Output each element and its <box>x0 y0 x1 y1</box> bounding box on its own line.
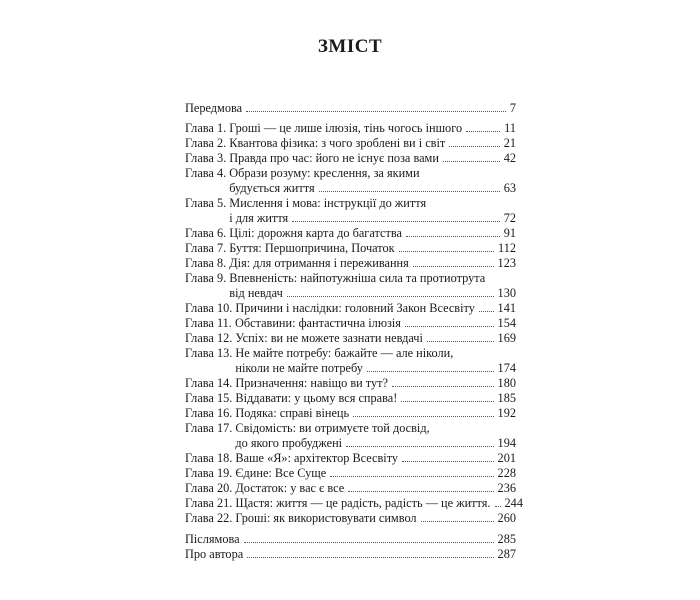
toc-page-number: 112 <box>498 241 516 255</box>
toc-entry <box>185 136 516 151</box>
toc-page-number: 228 <box>497 466 516 480</box>
toc-entry-title: Обставини: фантастична ілюзія <box>234 316 401 330</box>
toc-entry <box>185 121 516 136</box>
toc-page-number: 260 <box>497 511 516 525</box>
toc-entry-title: Гроші: як використовувати символ <box>235 511 417 525</box>
toc-page-number: 42 <box>503 151 516 165</box>
dot-leader <box>287 296 494 297</box>
toc-entry-title: до якого пробуджені <box>235 436 343 450</box>
toc-chapter-number: Глава 10. <box>185 301 233 315</box>
toc-entry <box>185 466 516 481</box>
toc-page-number: 141 <box>497 301 516 315</box>
toc-chapter-number: Глава 14. <box>185 376 233 390</box>
toc-entry-title: Єдине: Все Суще <box>235 466 327 480</box>
toc-chapter-number: Глава 8. <box>185 256 227 270</box>
toc-entry <box>185 301 516 316</box>
dot-leader <box>495 506 501 507</box>
dot-leader <box>427 341 494 342</box>
toc-chapter-number: Глава 12. <box>185 331 233 345</box>
toc-entry-title: Причини і наслідки: головний Закон Всесвіту <box>235 301 475 315</box>
toc-chapter-number: Глава 19. <box>185 466 233 480</box>
dot-leader <box>443 161 500 162</box>
toc-entry-title: Мислення і мова: інструкції до життя <box>229 196 427 210</box>
toc-chapter-number: Глава 22. <box>185 511 233 525</box>
toc-page-number: 287 <box>497 547 516 561</box>
dot-leader <box>346 446 493 447</box>
toc-chapter-number: Глава 21. <box>185 496 233 510</box>
toc-entry <box>185 451 516 466</box>
toc-page-number: 123 <box>497 256 516 270</box>
toc-entry-title: будується життя <box>229 181 315 195</box>
toc-entry <box>185 256 516 271</box>
toc-chapter-number: Глава 20. <box>185 481 233 495</box>
toc-chapter-number: Глава 16. <box>185 406 233 420</box>
toc-entry-title: Успіх: ви не можете зазнати невдачі <box>235 331 423 345</box>
dot-leader <box>292 221 500 222</box>
toc-page-number: 244 <box>504 496 523 510</box>
toc-entry-title: ніколи не майте потребу <box>235 361 363 375</box>
toc-chapter-number: Глава 7. <box>185 241 227 255</box>
dot-leader <box>399 251 494 252</box>
toc-entry <box>185 496 523 511</box>
toc-page-number: 192 <box>497 406 516 420</box>
toc-entry <box>185 346 516 376</box>
toc-page-number: 63 <box>503 181 516 195</box>
toc-chapter-number: Глава 3. <box>185 151 227 165</box>
toc-entry <box>185 421 516 451</box>
dot-leader <box>402 461 493 462</box>
dot-leader <box>330 476 493 477</box>
toc-page-number: 21 <box>503 136 516 150</box>
toc-entry-title: Щастя: життя — це радість, радість — це життя. <box>235 496 491 510</box>
toc-page-number: 7 <box>509 101 516 115</box>
toc-entry <box>185 271 516 301</box>
toc-entry <box>185 151 516 166</box>
toc-page-number: 11 <box>504 121 516 135</box>
dot-leader <box>367 371 494 372</box>
dot-leader <box>406 236 500 237</box>
toc-entry-title: Не майте потребу: бажайте — але ніколи, <box>235 346 454 360</box>
toc-entry-title: Ваше «Я»: архітектор Всесвіту <box>235 451 399 465</box>
toc-page-number: 174 <box>497 361 516 375</box>
toc-entry-title: Гроші — це лише ілюзія, тінь чогось іншого <box>229 121 463 135</box>
toc-entry <box>185 316 516 331</box>
dot-leader <box>246 111 506 112</box>
dot-leader <box>392 386 494 387</box>
toc-entry-title: Правда про час: його не існує поза вами <box>229 151 439 165</box>
toc-entry <box>185 196 516 226</box>
toc-entry-title: Про автора <box>185 547 244 561</box>
toc-entry <box>185 166 516 196</box>
toc-entry <box>185 532 516 547</box>
toc-entry <box>185 547 516 562</box>
dot-leader <box>413 266 494 267</box>
toc-page-number: 180 <box>497 376 516 390</box>
dot-leader <box>401 401 493 402</box>
toc-page-number: 201 <box>497 451 516 465</box>
toc-entry-title: Призначення: навіщо ви тут? <box>235 376 388 390</box>
toc-chapter-number: Глава 1. <box>185 121 227 135</box>
toc-entry <box>185 511 516 526</box>
toc-entry-title: Образи розуму: креслення, за якими <box>229 166 420 180</box>
toc-entry-title: Подяка: справі вінець <box>235 406 350 420</box>
dot-leader <box>348 491 493 492</box>
toc-entry <box>185 391 516 406</box>
dot-leader <box>466 131 500 132</box>
toc-entry-title: Буття: Першопричина, Початок <box>229 241 395 255</box>
table-of-contents <box>185 101 523 562</box>
toc-entry <box>185 376 516 391</box>
page-title: ЗМІСТ <box>317 36 383 57</box>
toc-chapter-number: Глава 17. <box>185 421 233 435</box>
toc-page-number: 236 <box>497 481 516 495</box>
toc-entry-title: Передмова <box>185 101 243 115</box>
dot-leader <box>353 416 493 417</box>
dot-leader <box>479 311 494 312</box>
toc-chapter-number: Глава 11. <box>185 316 232 330</box>
toc-entry-title: від невдач <box>229 286 283 300</box>
toc-chapter-number: Глава 5. <box>185 196 227 210</box>
toc-entry <box>185 101 516 116</box>
toc-entry-title: Достаток: у вас є все <box>235 481 345 495</box>
toc-chapter-number: Глава 9. <box>185 271 227 285</box>
toc-entry <box>185 226 516 241</box>
dot-leader <box>449 146 499 147</box>
toc-page-number: 285 <box>497 532 516 546</box>
toc-entry-title: Свідомість: ви отримуєте той досвід, <box>235 421 430 435</box>
toc-chapter-number: Глава 4. <box>185 166 227 180</box>
toc-entry-title: Дія: для отримання і переживання <box>229 256 409 270</box>
toc-entry-title: і для життя <box>229 211 289 225</box>
toc-entry-title: Квантова фізика: з чого зроблені ви і світ <box>229 136 446 150</box>
dot-leader <box>405 326 494 327</box>
toc-page-number: 72 <box>503 211 516 225</box>
toc-chapter-number: Глава 18. <box>185 451 233 465</box>
dot-leader <box>247 557 493 558</box>
toc-entry <box>185 406 516 421</box>
toc-page-number: 194 <box>497 436 516 450</box>
dot-leader <box>421 521 494 522</box>
toc-entry <box>185 331 516 346</box>
toc-chapter-number: Глава 6. <box>185 226 227 240</box>
toc-entry-title: Віддавати: у цьому вся справа! <box>235 391 398 405</box>
toc-entry-title: Післямова <box>185 532 240 546</box>
toc-entry <box>185 241 516 256</box>
toc-page-number: 185 <box>497 391 516 405</box>
toc-page-number: 91 <box>503 226 516 240</box>
toc-page-number: 169 <box>497 331 516 345</box>
toc-page-number: 130 <box>497 286 516 300</box>
dot-leader <box>319 191 500 192</box>
toc-entry-title: Впевненість: найпотужніша сила та протиотрута <box>229 271 486 285</box>
toc-entry-title: Цілі: дорожня карта до багатства <box>229 226 402 240</box>
toc-chapter-number: Глава 15. <box>185 391 233 405</box>
toc-entry <box>185 481 516 496</box>
toc-page-number: 154 <box>497 316 516 330</box>
dot-leader <box>244 542 494 543</box>
toc-chapter-number: Глава 13. <box>185 346 233 360</box>
toc-chapter-number: Глава 2. <box>185 136 227 150</box>
